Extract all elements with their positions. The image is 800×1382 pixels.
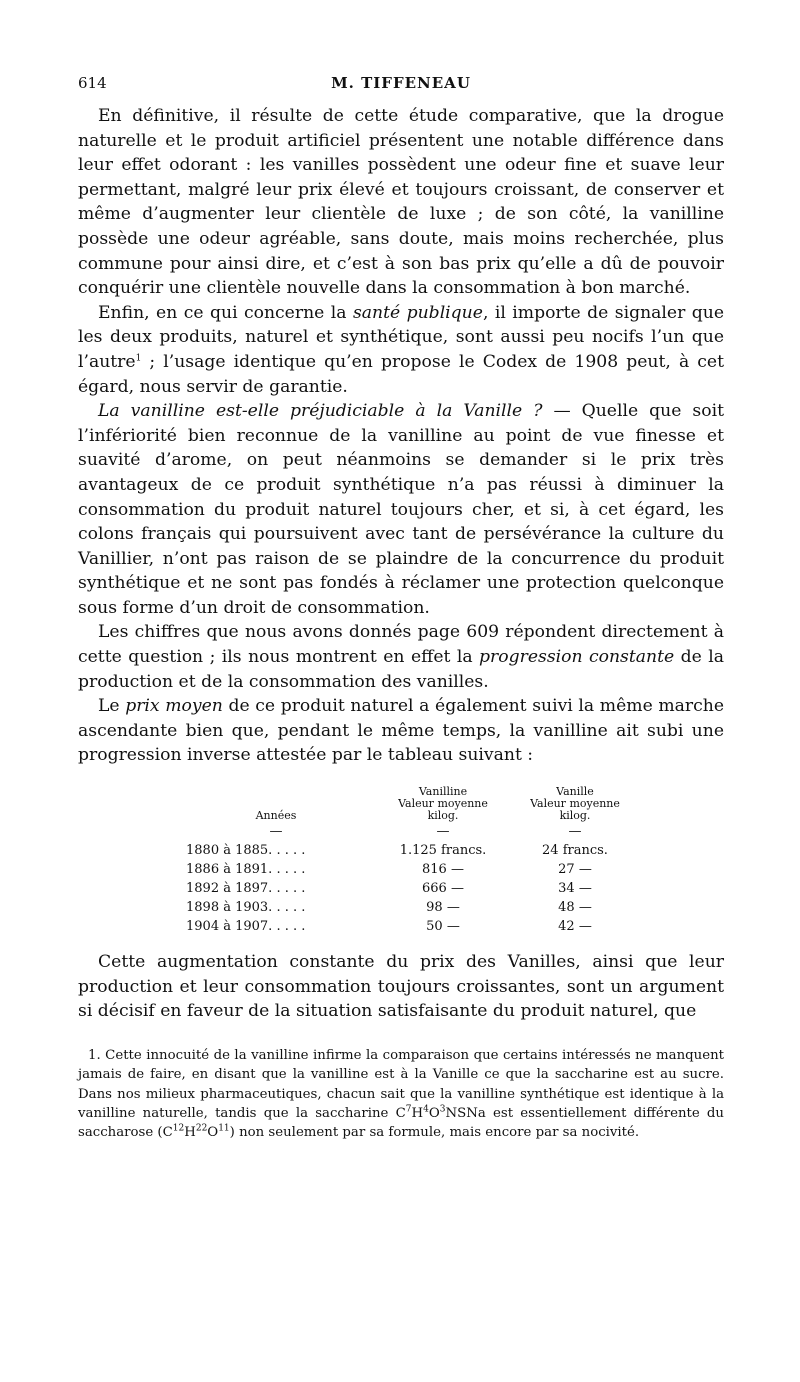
dash: — xyxy=(269,824,283,840)
header-label: Vanille xyxy=(556,785,594,799)
col-header-vanilline xyxy=(372,786,514,822)
formula-index: 4 xyxy=(423,1104,429,1115)
text-span: de la production et de la consommation des vanilles. xyxy=(78,647,724,692)
cell-vanilline: 666 — xyxy=(422,881,464,897)
cell-vanilline: 50 — xyxy=(426,919,460,935)
col-header-years xyxy=(180,786,372,822)
cell-years: 1898 à 1903. . . . . xyxy=(186,900,306,916)
cell-years: 1880 à 1885. . . . . xyxy=(186,843,306,859)
cell-vanille: 34 — xyxy=(558,881,592,897)
text-span: Enfin, en ce qui concerne la xyxy=(98,302,353,323)
cell-years: 1904 à 1907. . . . . xyxy=(186,919,306,935)
paragraph xyxy=(78,399,724,620)
running-title: M. TIFFENEAU xyxy=(331,74,471,92)
header-sub: Valeur moyenne xyxy=(530,797,620,811)
table-header-row xyxy=(180,786,636,822)
formula-part: O xyxy=(428,1106,440,1122)
italic-span: La vanilline est-elle préjudiciable à la Vanille ? xyxy=(98,401,543,422)
header-label: Années xyxy=(255,809,297,823)
formula-index: 11 xyxy=(218,1124,230,1135)
header-label: Vanilline xyxy=(418,785,468,799)
formula-part: O xyxy=(207,1125,219,1141)
table-row xyxy=(180,841,636,860)
formula-index: 3 xyxy=(439,1104,446,1115)
italic-span: progression constante xyxy=(479,647,675,668)
price-table xyxy=(180,786,636,936)
cell-years: 1886 à 1891. . . . . xyxy=(186,862,306,878)
dash: — xyxy=(568,824,582,840)
document-page xyxy=(78,74,724,1143)
body-text xyxy=(78,104,724,768)
paragraph xyxy=(78,694,724,768)
footnote-ref[interactable]: 1 xyxy=(135,353,142,364)
cell-vanille: 42 — xyxy=(558,919,592,935)
header-unit: kilog. xyxy=(427,809,459,823)
cell-vanilline: 816 — xyxy=(422,862,464,878)
page-header xyxy=(78,74,724,104)
col-header-vanille xyxy=(514,786,636,822)
header-unit: kilog. xyxy=(559,809,591,823)
footnote-marker: 1. xyxy=(88,1047,101,1063)
cell-vanilline: 98 — xyxy=(426,900,460,916)
cell-years: 1892 à 1897. . . . . xyxy=(186,881,306,897)
paragraph xyxy=(78,301,724,399)
cell-vanille: 24 francs. xyxy=(542,843,608,859)
italic-span: prix moyen xyxy=(125,696,223,717)
footnote xyxy=(78,1046,724,1143)
text-span: ) non seulement par sa formule, mais encore par sa nocivité. xyxy=(229,1125,640,1141)
text-span: Les chiffres que nous avons donnés page 609 répondent directement à cette question ; ils nous montrent en effet la xyxy=(78,622,724,668)
text-span: — Quelle que soit l’infériorité bien reconnue de la vanilline au point de vue finesse et suavité d’arome, on peut néanmoins se demander si le prix très avantageux de ce produit synthétique n’a pas réussi à diminuer la consommation du produit naturel toujours cher, et si, à cet égard, les colons français qui poursuivent avec tant de persévérance la culture du Vanillier, n’ont pas raison de se plaindre de la concurrence du produit synthétique et ne sont pas fondés à réclamer une protection quelconque sous forme d’un droit de consommation. xyxy=(78,401,724,618)
text-span: Le xyxy=(98,696,126,717)
table-row xyxy=(180,879,636,898)
paragraph xyxy=(78,620,724,694)
formula-part: H xyxy=(411,1106,424,1122)
formula-index: 7 xyxy=(405,1104,412,1115)
footnote-text xyxy=(78,1046,724,1143)
header-sub: Valeur moyenne xyxy=(398,797,488,811)
text-span: Cette innocuité de la vanilline infirme la comparaison que certains intéressés ne manquent jamais de faire, en disant que la vanilline est à la Vanille ce que la saccharine est au sucre. Dans nos milieux pharmaceutiques, chacun sait que la vanilline synthétique est identique à la vanilline naturelle, tandis que la saccharine C xyxy=(78,1047,724,1122)
cell-vanilline: 1.125 francs. xyxy=(399,843,487,859)
page-number: 614 xyxy=(78,74,107,92)
cell-vanille: 27 — xyxy=(558,862,592,878)
italic-span: santé publique xyxy=(352,302,483,323)
formula-part: H xyxy=(184,1125,196,1141)
dash: — xyxy=(436,824,450,840)
paragraph: En définitive, il résulte de cette étude comparative, que la drogue naturelle et le produit artificiel présentent une notable différence dans leur effet odorant : les vanilles possèdent une odeur fine et suave leur permettant, malgré leur prix élevé et toujours croissant, de conserver et même d’augmenter leur clientèle de luxe ; de son côté, la vanilline possède une odeur agréable, sans doute, mais moins recherchée, plus commune pour ainsi dire, et c’est à son bas prix qu’elle a dû de pouvoir conquérir une clientèle nouvelle dans la consommation à bon marché. xyxy=(78,106,724,299)
text-span: , il importe de signaler que les deux produits, naturel et synthétique, sont aussi peu nocifs l’un que l’autre xyxy=(78,302,725,372)
formula-index: 12 xyxy=(172,1124,185,1135)
formula-part: NSNa est essentiellement différente du saccharose (C xyxy=(78,1106,724,1141)
formula-index: 22 xyxy=(195,1124,208,1135)
table-row xyxy=(180,917,636,936)
table-dash-row xyxy=(180,822,636,841)
text-span: de ce produit naturel a également suivi la même marche ascendante bien que, pendant le même temps, la vanilline ait subi une progression inverse attestée par le tableau suivant : xyxy=(78,696,724,766)
cell-vanille: 48 — xyxy=(558,900,592,916)
paragraph: Cette augmentation constante du prix des Vanilles, ainsi que leur production et leur consommation toujours croissantes, sont un argument si décisif en faveur de la situation satisfaisante du produit naturel, que xyxy=(78,952,724,1022)
body-text-continued xyxy=(78,950,724,1024)
text-span: ; l’usage identique qu’en propose le Codex de 1908 peut, à cet égard, nous servir de garantie. xyxy=(78,351,724,397)
table-row xyxy=(180,860,636,879)
table-row xyxy=(180,898,636,917)
